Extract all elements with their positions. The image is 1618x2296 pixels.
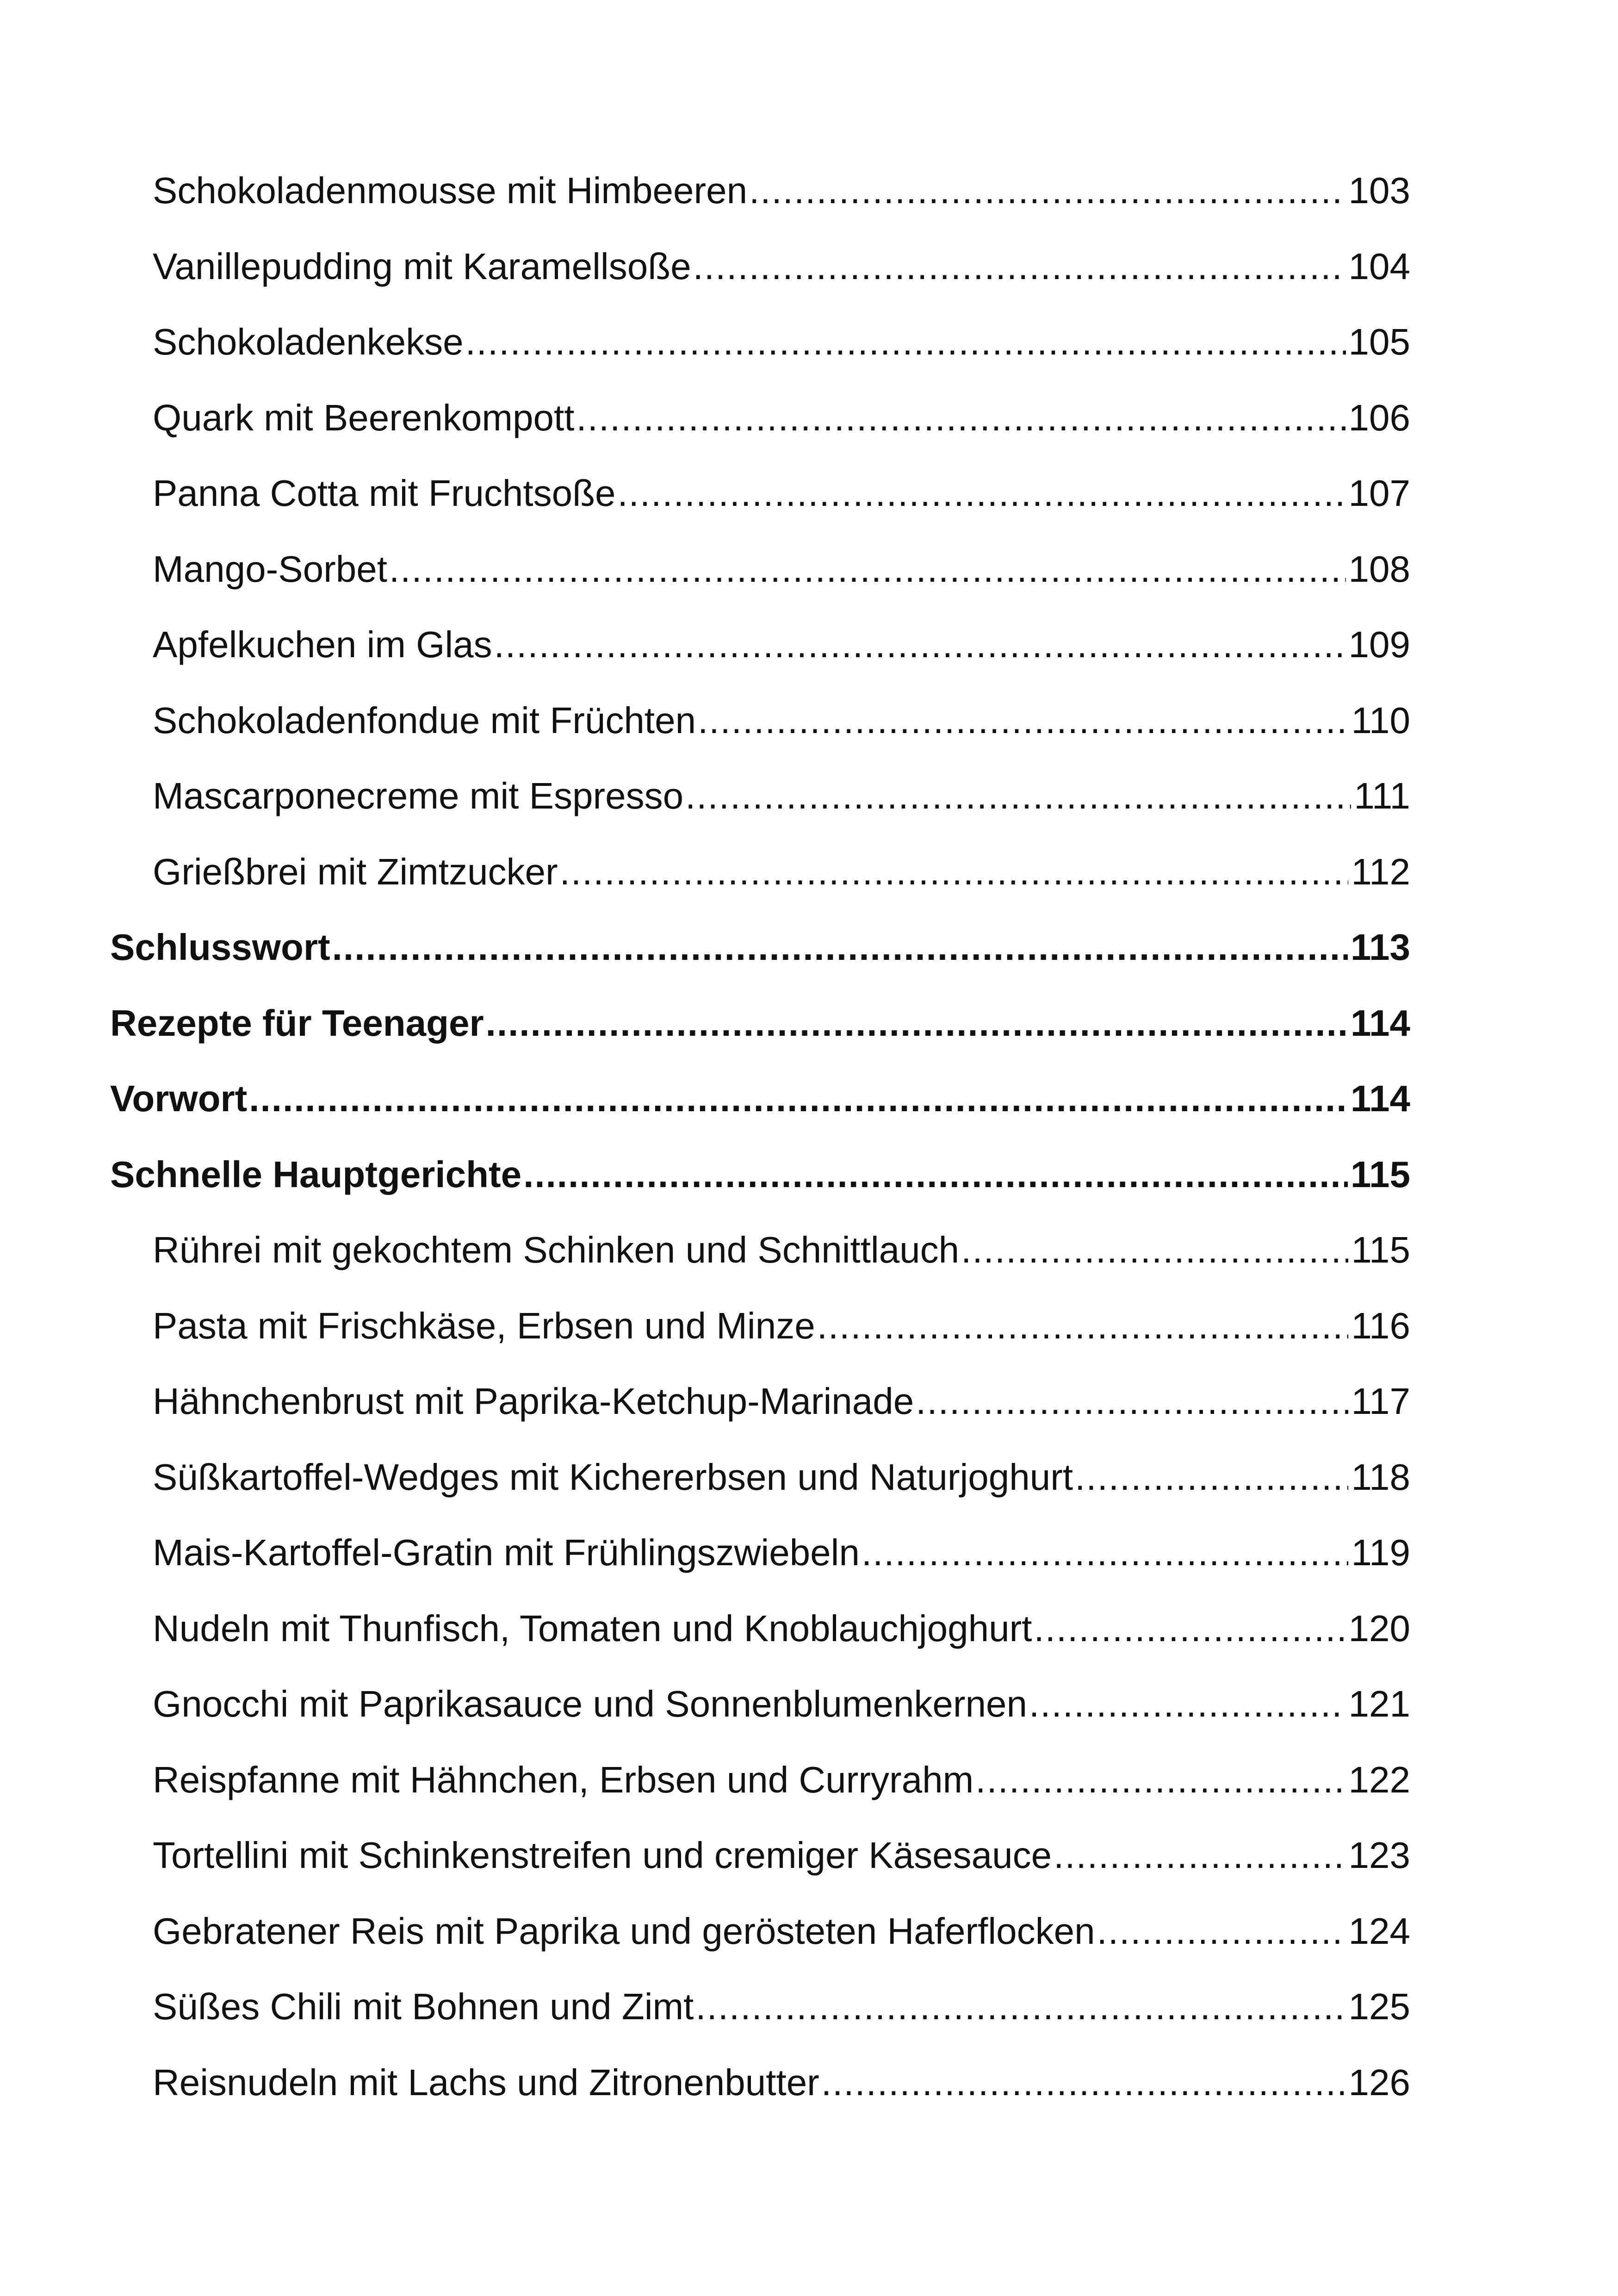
toc-entry-title: Süßes Chili mit Bohnen und Zimt — [153, 1986, 694, 2027]
toc-entry[interactable] — [110, 1515, 1410, 1591]
toc-chapter-title: Vorwort — [110, 1078, 248, 1119]
toc-leader-dots — [916, 1363, 1348, 1439]
toc-entry-title: Tortellini mit Schinkenstreifen und cremiger Käsesauce — [153, 1835, 1052, 1876]
toc-leader-dots — [975, 1742, 1345, 1818]
toc-entry-title: Reisnudeln mit Lachs und Zitronenbutter — [153, 2061, 819, 2103]
toc-chapter-entry[interactable] — [110, 1061, 1410, 1137]
toc-page-number: 106 — [1348, 397, 1410, 438]
toc-leader-dots — [1029, 1666, 1345, 1742]
toc-chapter-entry[interactable] — [110, 909, 1410, 985]
toc-leader-dots — [249, 1061, 1348, 1137]
toc-leader-dots — [1054, 1817, 1345, 1893]
toc-page-number: 108 — [1348, 548, 1410, 590]
toc-page-number: 107 — [1348, 473, 1410, 514]
toc-entry[interactable] — [110, 1817, 1410, 1893]
toc-page-number: 121 — [1348, 1683, 1410, 1724]
toc-entry[interactable] — [110, 683, 1410, 759]
toc-leader-dots — [749, 153, 1345, 229]
toc-leader-dots — [1034, 1591, 1345, 1667]
toc-page-number: 125 — [1348, 1986, 1410, 2027]
toc-entry[interactable] — [110, 1212, 1410, 1288]
toc-entry-title: Schokoladenfondue mit Früchten — [153, 699, 696, 741]
toc-chapter-entry[interactable] — [110, 985, 1410, 1061]
toc-entry[interactable] — [110, 758, 1410, 834]
toc-leader-dots — [523, 1137, 1348, 1213]
toc-entry-title: Nudeln mit Thunfisch, Tomaten und Knoblauchjoghurt — [153, 1607, 1032, 1649]
toc-entry-title: Panna Cotta mit Fruchtsoße — [153, 473, 616, 514]
toc-entry-title: Gnocchi mit Paprikasauce und Sonnenblumenkernen — [153, 1683, 1028, 1724]
toc-leader-dots — [560, 834, 1349, 910]
toc-entry[interactable] — [110, 607, 1410, 683]
toc-entry[interactable] — [110, 1742, 1410, 1818]
toc-leader-dots — [698, 683, 1348, 759]
toc-entry-title: Rührei mit gekochtem Schinken und Schnittlauch — [153, 1229, 960, 1270]
toc-entry[interactable] — [110, 531, 1410, 607]
toc-entry[interactable] — [110, 834, 1410, 910]
toc-entry[interactable] — [110, 455, 1410, 531]
toc-page-number: 112 — [1351, 851, 1410, 892]
toc-entry-title: Mango-Sorbet — [153, 548, 387, 590]
toc-page-number: 105 — [1348, 321, 1410, 362]
toc-page-number: 119 — [1351, 1532, 1410, 1573]
toc-leader-dots — [576, 380, 1345, 456]
toc-page-number: 123 — [1348, 1835, 1410, 1876]
toc-page-number: 116 — [1351, 1305, 1410, 1346]
toc-entry-title: Hähnchenbrust mit Paprika-Ketchup-Marinade — [153, 1381, 914, 1422]
toc-entry[interactable] — [110, 380, 1410, 456]
toc-leader-dots — [821, 2045, 1346, 2121]
toc-chapter-title: Schnelle Hauptgerichte — [110, 1153, 522, 1195]
toc-entry[interactable] — [110, 304, 1410, 380]
toc-entry-title: Schokoladenkekse — [153, 321, 464, 362]
toc-leader-dots — [961, 1212, 1348, 1288]
toc-page-number: 126 — [1348, 2061, 1410, 2103]
toc-entry[interactable] — [110, 1591, 1410, 1667]
toc-entry-title: Grießbrei mit Zimtzucker — [153, 851, 558, 892]
toc-leader-dots — [695, 1969, 1345, 2045]
toc-page-number: 110 — [1351, 699, 1410, 741]
toc-page-number: 114 — [1350, 1078, 1410, 1119]
toc-leader-dots — [693, 229, 1346, 305]
toc-page-number: 122 — [1348, 1759, 1410, 1800]
toc-leader-dots — [486, 985, 1348, 1061]
toc-leader-dots — [389, 531, 1346, 607]
toc-leader-dots — [494, 607, 1346, 683]
toc-page-number: 113 — [1350, 927, 1410, 968]
toc-page-number: 124 — [1348, 1910, 1410, 1952]
toc-entry-title: Apfelkuchen im Glas — [153, 624, 492, 665]
table-of-contents — [110, 153, 1410, 2120]
toc-entry[interactable] — [110, 1439, 1410, 1515]
toc-leader-dots — [817, 1288, 1349, 1364]
toc-entry[interactable] — [110, 229, 1410, 305]
toc-entry[interactable] — [110, 1288, 1410, 1364]
toc-leader-dots — [685, 758, 1351, 834]
toc-entry[interactable] — [110, 1363, 1410, 1439]
toc-page-number: 115 — [1351, 1229, 1410, 1270]
toc-page-number: 111 — [1354, 775, 1410, 816]
toc-page-number: 115 — [1350, 1153, 1410, 1195]
toc-entry-title: Reispfanne mit Hähnchen, Erbsen und Curryrahm — [153, 1759, 974, 1800]
toc-entry[interactable] — [110, 1893, 1410, 1969]
toc-entry-title: Vanillepudding mit Karamellsoße — [153, 245, 691, 287]
toc-entry-title: Süßkartoffel-Wedges mit Kichererbsen und Naturjoghurt — [153, 1456, 1073, 1498]
toc-entry-title: Mais-Kartoffel-Gratin mit Frühlingszwiebeln — [153, 1532, 860, 1573]
toc-leader-dots — [1097, 1893, 1346, 1969]
toc-leader-dots — [332, 909, 1348, 985]
toc-chapter-entry[interactable] — [110, 1137, 1410, 1213]
toc-entry[interactable] — [110, 2045, 1410, 2121]
toc-chapter-title: Rezepte für Teenager — [110, 1002, 484, 1044]
toc-entry-title: Mascarponecreme mit Espresso — [153, 775, 684, 816]
toc-page-number: 120 — [1348, 1607, 1410, 1649]
toc-page-number: 114 — [1350, 1002, 1410, 1044]
toc-page-number: 117 — [1351, 1381, 1410, 1422]
toc-chapter-title: Schlusswort — [110, 927, 330, 968]
toc-leader-dots — [465, 304, 1346, 380]
toc-entry-title: Gebratener Reis mit Paprika und gerösteten Haferflocken — [153, 1910, 1095, 1952]
toc-page-number: 103 — [1348, 170, 1410, 211]
toc-leader-dots — [862, 1515, 1349, 1591]
toc-page-number: 118 — [1351, 1456, 1410, 1498]
toc-page-number: 109 — [1348, 624, 1410, 665]
toc-entry-title: Quark mit Beerenkompott — [153, 397, 575, 438]
toc-entry[interactable] — [110, 1969, 1410, 2045]
toc-page-number: 104 — [1348, 245, 1410, 287]
toc-leader-dots — [617, 455, 1345, 531]
toc-leader-dots — [1075, 1439, 1348, 1515]
toc-entry-title: Pasta mit Frischkäse, Erbsen und Minze — [153, 1305, 815, 1346]
toc-entry[interactable] — [110, 153, 1410, 229]
toc-entry[interactable] — [110, 1666, 1410, 1742]
toc-entry-title: Schokoladenmousse mit Himbeeren — [153, 170, 748, 211]
